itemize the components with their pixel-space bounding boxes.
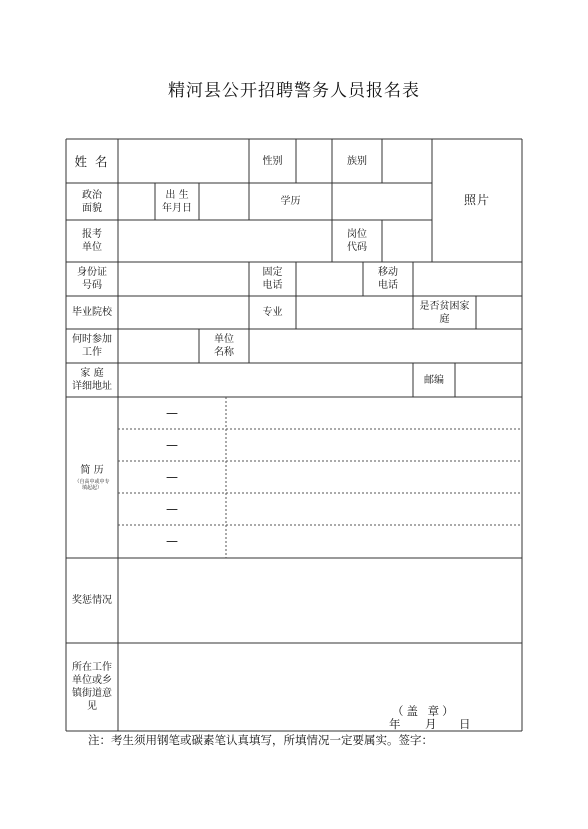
resume-detail-1[interactable] bbox=[226, 397, 522, 429]
resume-period-1[interactable]: — bbox=[166, 405, 178, 420]
resume-period-3[interactable]: — bbox=[166, 469, 178, 484]
postcode-label: 邮编 bbox=[424, 374, 444, 386]
opinion-label: 所在工作 单位或乡 镇街道意 见 bbox=[72, 662, 112, 712]
landline-field[interactable] bbox=[296, 262, 363, 296]
resume-period-2[interactable]: — bbox=[166, 437, 178, 452]
postcode-field[interactable] bbox=[455, 363, 522, 397]
awards-label: 奖惩情况 bbox=[72, 595, 112, 606]
political-status-field[interactable] bbox=[118, 183, 155, 220]
day-label: 日 bbox=[459, 717, 474, 731]
id-number-label: 身份证 号码 bbox=[77, 267, 107, 291]
poor-family-field[interactable] bbox=[476, 296, 522, 329]
birth-date-label: 出 生 年月日 bbox=[162, 189, 192, 214]
work-start-field[interactable] bbox=[118, 329, 199, 363]
school-field[interactable] bbox=[118, 296, 249, 329]
apply-unit-label: 报考 单位 bbox=[82, 229, 102, 253]
education-label: 学历 bbox=[280, 196, 301, 207]
work-start-label: 何时参加 工作 bbox=[72, 334, 112, 358]
resume-detail-4[interactable] bbox=[226, 493, 522, 525]
photo-box[interactable]: 照片 bbox=[463, 193, 490, 207]
work-unit-label: 单位 名称 bbox=[214, 334, 234, 358]
stamp-label: （盖 章） bbox=[392, 704, 457, 718]
resume-detail-5[interactable] bbox=[226, 525, 522, 558]
awards-field[interactable] bbox=[118, 558, 522, 643]
mobile-field[interactable] bbox=[413, 262, 522, 296]
footer-note: 注：考生须用钢笔或碳素笔认真填写，所填情况一定要属实。签字： bbox=[88, 733, 433, 747]
position-code-field[interactable] bbox=[382, 220, 432, 262]
ethnicity-field[interactable] bbox=[382, 139, 432, 183]
major-label: 专业 bbox=[262, 307, 283, 318]
resume-period-4[interactable]: — bbox=[166, 501, 178, 516]
poor-family-label: 是否贫困家 庭 bbox=[419, 300, 470, 325]
year-label: 年 bbox=[389, 717, 404, 731]
resume-detail-3[interactable] bbox=[226, 461, 522, 493]
mobile-label: 移动 电话 bbox=[378, 267, 398, 291]
resume-label: 简 历 bbox=[80, 465, 104, 476]
landline-label: 固定 电话 bbox=[262, 267, 283, 291]
ethnicity-label: 族别 bbox=[347, 155, 367, 167]
education-field[interactable] bbox=[332, 183, 432, 220]
gender-field[interactable] bbox=[296, 139, 332, 183]
birth-date-field[interactable] bbox=[199, 183, 249, 220]
resume-label-cell bbox=[66, 397, 118, 558]
school-label: 毕业院校 bbox=[72, 307, 112, 318]
address-label: 家 庭 详细地址 bbox=[72, 368, 112, 392]
apply-unit-field[interactable] bbox=[118, 220, 332, 262]
gender-label: 性别 bbox=[262, 155, 283, 167]
position-code-label: 岗位 代码 bbox=[347, 229, 367, 253]
resume-detail-2[interactable] bbox=[226, 429, 522, 461]
name-label: 姓 名 bbox=[74, 153, 110, 169]
form-title: 精河县公开招聘警务人员报名表 bbox=[168, 81, 420, 101]
political-status-label: 政治 面貌 bbox=[82, 189, 102, 214]
resume-note: （自高中或中专 填起起） bbox=[74, 479, 110, 491]
name-field[interactable] bbox=[118, 139, 249, 183]
id-number-field[interactable] bbox=[118, 262, 249, 296]
address-field[interactable] bbox=[118, 363, 413, 397]
month-label: 月 bbox=[425, 717, 440, 731]
major-field[interactable] bbox=[296, 296, 413, 329]
work-unit-field[interactable] bbox=[249, 329, 522, 363]
resume-period-5[interactable]: — bbox=[166, 534, 178, 548]
